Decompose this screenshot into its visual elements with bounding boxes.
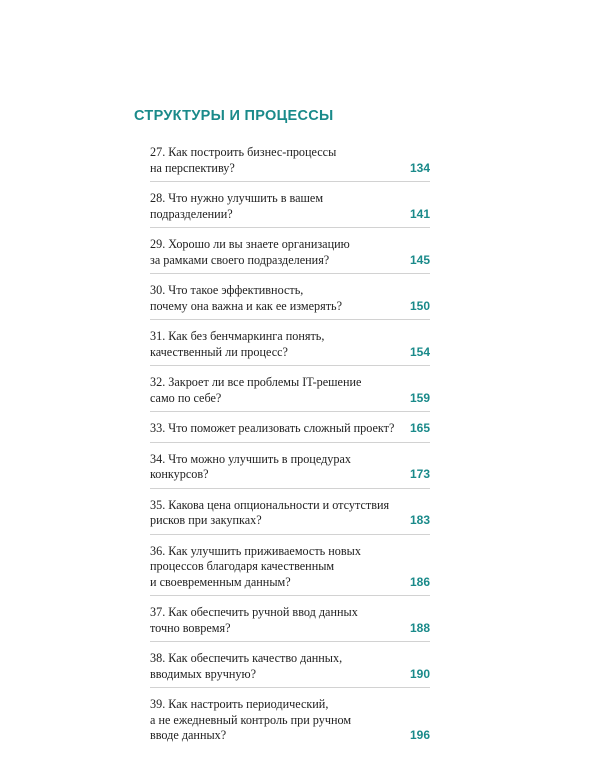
toc-entry-page-number: 186 — [409, 574, 430, 589]
toc-entry-title: 39. Как настроить периодический, а не ежедневный контроль при ручном вводе данных? — [150, 697, 352, 742]
toc-entry-page-number: 173 — [409, 467, 430, 481]
toc-entry-page-number: 183 — [409, 513, 430, 527]
toc-entry-37[interactable] — [150, 605, 430, 642]
toc-entry-page-number: 150 — [409, 298, 430, 313]
toc-entry-page-number: 190 — [409, 666, 430, 681]
toc-entry-title: 34. Что можно улучшить в процедурах конкурсов? — [150, 451, 351, 481]
toc-entry-31[interactable] — [150, 329, 430, 366]
toc-entry-page-number: 141 — [409, 206, 430, 221]
toc-entry-title: 36. Как улучшить приживаемость новых процессов благодаря качественным и своевременным данным? — [150, 543, 361, 589]
toc-entry-30[interactable] — [150, 283, 430, 320]
toc-entry-36[interactable] — [150, 544, 430, 597]
toc-entry-title: 37. Как обеспечить ручной ввод данных точно вовремя? — [150, 605, 358, 635]
toc-entry-28[interactable] — [150, 191, 430, 228]
toc-entry-32[interactable] — [150, 375, 430, 412]
toc-entry-page-number: 134 — [409, 160, 430, 175]
toc-entry-page-number: 196 — [409, 728, 430, 742]
toc-entry-title: 27. Как построить бизнес-процессы на перспективу? — [150, 145, 337, 175]
toc-entry-page-number: 145 — [409, 252, 430, 267]
toc-entry-33[interactable] — [150, 421, 430, 443]
toc-entry-35[interactable] — [150, 498, 430, 535]
toc-entry-title: 32. Закроет ли все проблемы IT-решение само по себе? — [150, 375, 362, 405]
toc-entry-title: 38. Как обеспечить качество данных, вводимых вручную? — [150, 651, 343, 681]
toc-entry-title: 31. Как без бенчмаркинга понять, качественный ли процесс? — [150, 329, 325, 359]
toc-entry-page-number: 188 — [409, 620, 430, 635]
toc-entry-29[interactable] — [150, 237, 430, 274]
toc-entry-38[interactable] — [150, 651, 430, 688]
section-title: СТРУКТУРЫ И ПРОЦЕССЫ — [134, 108, 334, 124]
toc-entry-title: 28. Что нужно улучшить в вашем подразделении? — [150, 191, 324, 221]
toc-entry-title: 35. Какова цена опциональности и отсутствия рисков при закупках? — [150, 497, 390, 527]
toc-entry-title: 33. Что поможет реализовать сложный проект? — [150, 421, 395, 435]
toc-entry-39[interactable] — [150, 697, 430, 749]
toc-entry-page-number: 159 — [409, 390, 430, 405]
toc-entry-34[interactable] — [150, 452, 430, 489]
toc-entry-27[interactable] — [150, 145, 430, 182]
toc-entry-title: 30. Что такое эффективность, почему она важна и как ее измерять? — [150, 283, 342, 313]
toc-entry-page-number: 165 — [409, 421, 430, 435]
toc-entry-title: 29. Хорошо ли вы знаете организацию за рамками своего подразделения? — [150, 237, 350, 267]
toc-entry-page-number: 154 — [409, 344, 430, 359]
table-of-contents — [150, 145, 430, 758]
